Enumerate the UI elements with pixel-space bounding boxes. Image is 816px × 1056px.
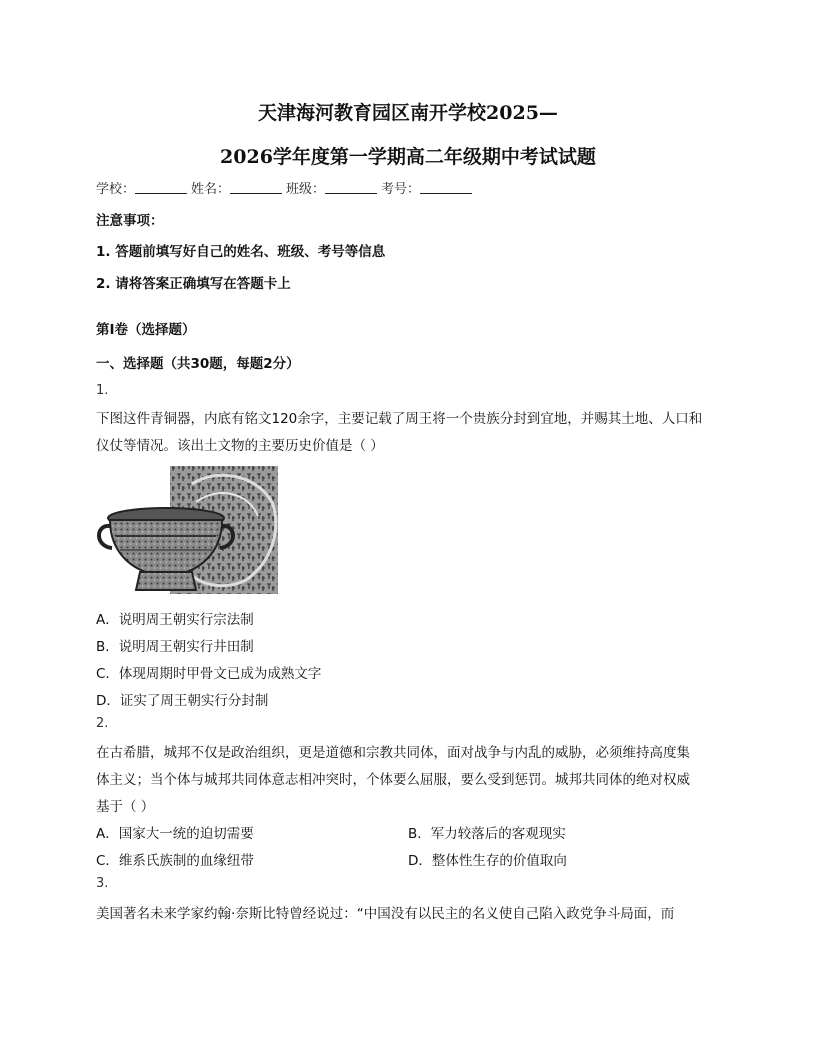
question-3-stem-line-1: 美国著名未来学家约翰·奈斯比特曾经说过：“中国没有以民主的名义使自己陷入政党争斗局面，而 (96, 906, 675, 922)
question-1-option-b: B．说明周王朝实行井田制 (96, 639, 254, 655)
part-heading: 一、选择题（共30题，每题2分） (96, 356, 300, 372)
class-label: 班级： (286, 182, 326, 197)
exam-title-line-2: 2026学年度第一学期高二年级期中考试试题 (220, 146, 596, 168)
notice-item-1: 1. 答题前填写好自己的姓名、班级、考号等信息 (96, 244, 386, 260)
question-2-option-c: C．维系氏族制的血缘纽带 (96, 853, 254, 869)
question-2-stem-line-1: 在古希腊，城邦不仅是政治组织，更是道德和宗教共同体，面对战争与内乱的威胁，必须维持高度集 (96, 745, 690, 761)
name-label: 姓名： (191, 182, 231, 197)
question-2-option-a: A．国家大一统的迫切需要 (96, 826, 254, 842)
question-2-option-b: B．军力较落后的客观现实 (408, 826, 566, 842)
question-1-stem-line-1: 下图这件青铜器，内底有铭文120余字，主要记载了周王将一个贵族分封到宜地，并赐其土地、人口和 (96, 411, 703, 427)
question-1-number: 1. (96, 383, 109, 398)
question-2-stem-line-2: 体主义；当个体与城邦共同体意志相冲突时，个体要么屈服，要么受到惩罚。城邦共同体的绝对权威 (96, 772, 690, 788)
bronze-vessel-image (96, 462, 280, 596)
exam-number-blank (420, 181, 472, 194)
vessel-foot (136, 572, 196, 590)
question-3-number: 3. (96, 876, 109, 891)
question-2-option-d: D．整体性生存的价值取向 (408, 853, 567, 869)
class-blank (325, 181, 377, 194)
question-2-number: 2. (96, 716, 109, 731)
school-label: 学校： (96, 182, 136, 197)
question-2-stem-line-3: 基于（ ） (96, 799, 155, 815)
volume-heading: 第Ⅰ卷（选择题） (96, 322, 196, 338)
notice-item-2: 2. 请将答案正确填写在答题卡上 (96, 276, 291, 292)
question-1-stem-line-2: 仪仗等情况。该出土文物的主要历史价值是（ ） (96, 438, 384, 454)
notice-heading: 注意事项： (96, 213, 164, 229)
exam-number-label: 考号： (381, 182, 421, 197)
school-blank (135, 181, 187, 194)
student-info-row (96, 178, 476, 197)
question-1-option-c: C．体现周期时甲骨文已成为成熟文字 (96, 666, 322, 682)
exam-title-line-1: 天津海河教育园区南开学校2025— (258, 102, 558, 124)
question-1-option-a: A．说明周王朝实行宗法制 (96, 612, 254, 628)
name-blank (230, 181, 282, 194)
question-1-option-d: D．证实了周王朝实行分封制 (96, 693, 269, 709)
